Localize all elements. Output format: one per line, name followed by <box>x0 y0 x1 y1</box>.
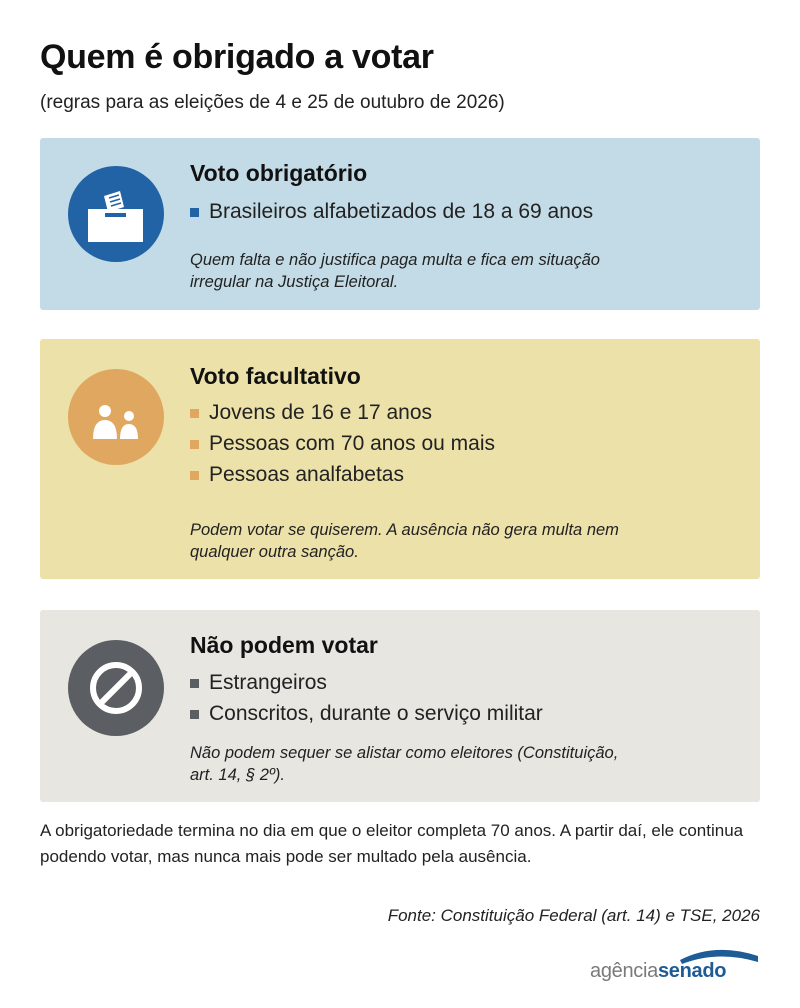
list-item: Estrangeiros <box>190 667 543 698</box>
card-voto-obrigatorio <box>40 138 760 310</box>
card-title: Não podem votar <box>190 632 378 658</box>
list-item: Pessoas com 70 anos ou mais <box>190 428 495 459</box>
card-note: Quem falta e não justifica paga multa e fica em situação irregular na Justiça Eleitoral. <box>190 251 600 291</box>
card-note: Podem votar se quiserem. A ausência não gera multa nem qualquer outra sanção. <box>190 521 619 561</box>
page-title: Quem é obrigado a votar <box>40 38 434 76</box>
prohibited-icon <box>68 640 164 736</box>
agencia-senado-logo[interactable] <box>590 940 765 990</box>
list-item: Jovens de 16 e 17 anos <box>190 397 495 428</box>
list-item: Brasileiros alfabetizados de 18 a 69 anos <box>190 196 593 227</box>
bullet-icon <box>190 208 199 217</box>
source-credit: Fonte: Constituição Federal (art. 14) e TSE, 2026 <box>387 906 760 925</box>
bullet-icon <box>190 409 199 418</box>
card-nao-podem-votar <box>40 610 760 802</box>
card-voto-facultativo <box>40 339 760 579</box>
item-list <box>190 397 495 490</box>
item-list <box>190 667 543 729</box>
list-item: Conscritos, durante o serviço militar <box>190 698 543 729</box>
card-note: Não podem sequer se alistar como eleitores (Constituição, art. 14, § 2º). <box>190 744 619 784</box>
ballot-box-icon <box>68 166 164 262</box>
item-list <box>190 196 593 227</box>
bullet-icon <box>190 710 199 719</box>
card-title: Voto facultativo <box>190 363 361 389</box>
page-subtitle: (regras para as eleições de 4 e 25 de outubro de 2026) <box>40 92 505 113</box>
footer-note: A obrigatoriedade termina no dia em que o eleitor completa 70 anos. A partir daí, ele continua podendo votar, mas nunca mais pode ser multado pela ausência. <box>40 821 744 866</box>
list-item: Pessoas analfabetas <box>190 459 495 490</box>
logo-text: agênciasenado <box>590 960 727 982</box>
bullet-icon <box>190 679 199 688</box>
card-title: Voto obrigatório <box>190 160 368 186</box>
bullet-icon <box>190 440 199 449</box>
bullet-icon <box>190 471 199 480</box>
people-icon <box>68 369 164 465</box>
